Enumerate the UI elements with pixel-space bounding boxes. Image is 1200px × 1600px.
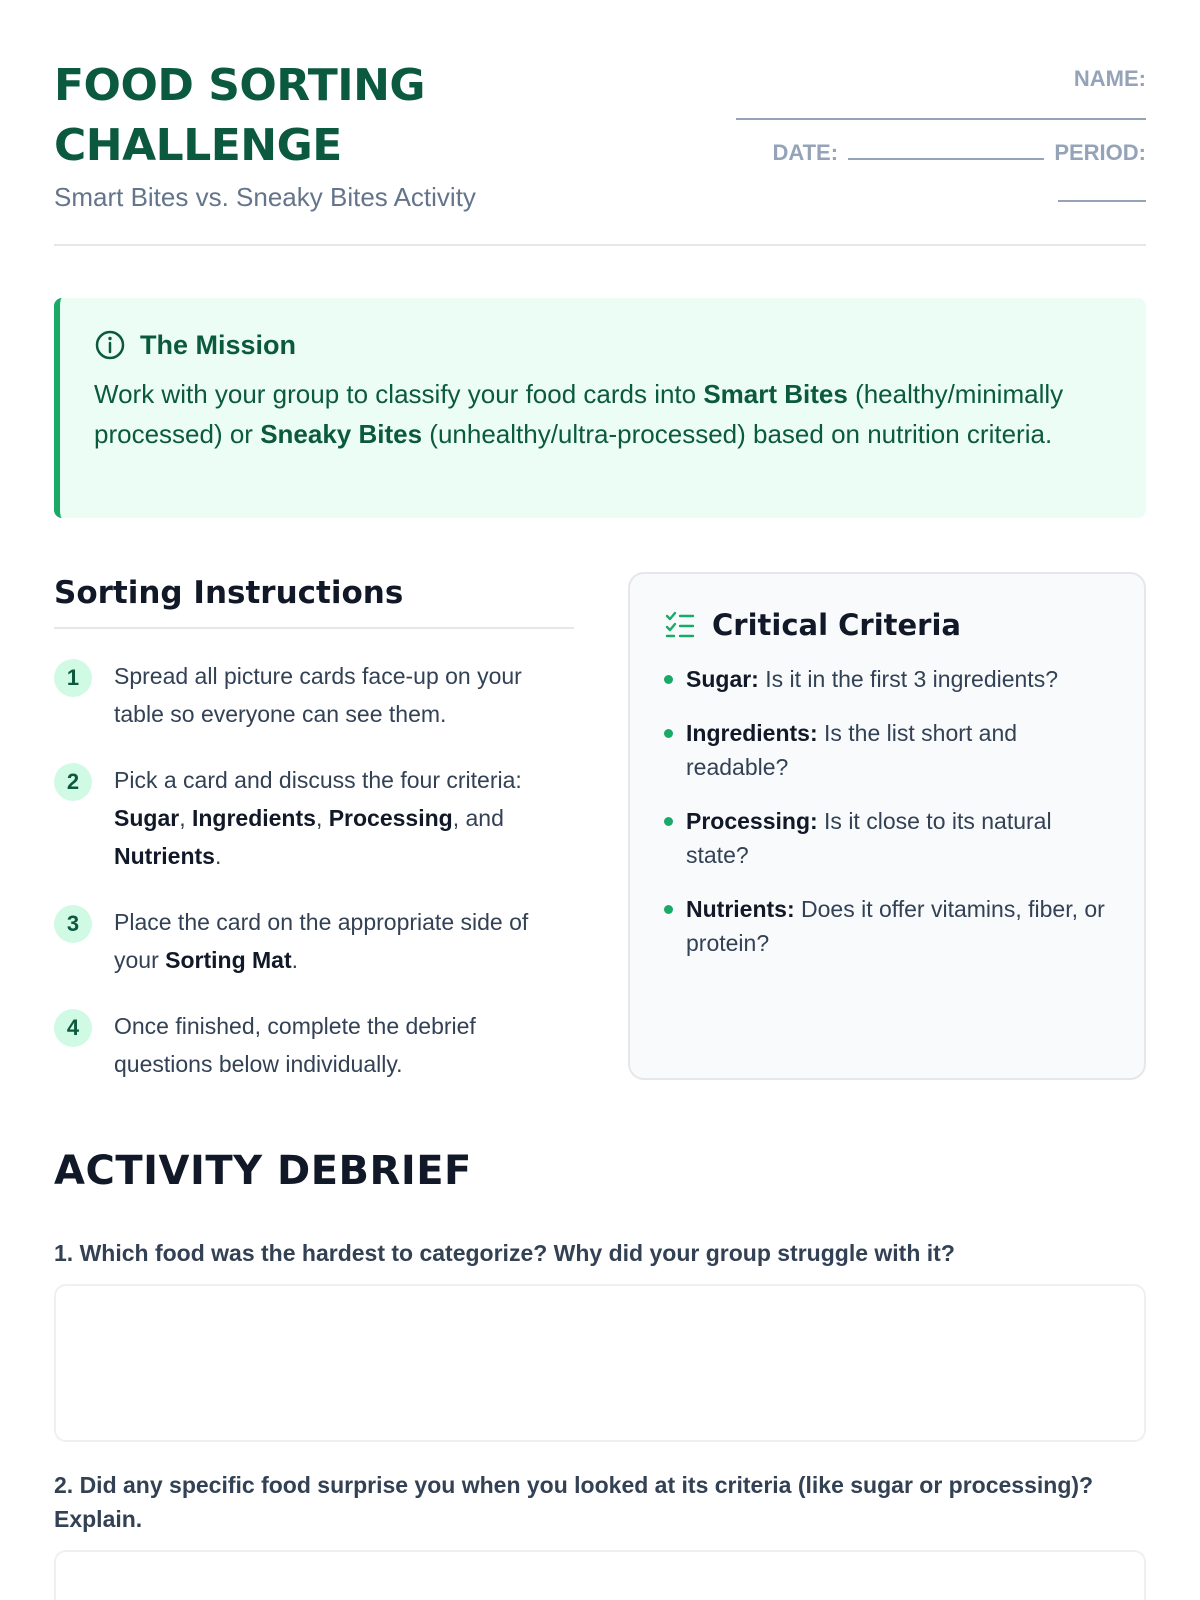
- step-text-part: Place the card on the appropriate side of your: [114, 909, 529, 973]
- mission-text: [94, 374, 1112, 454]
- criteria-title: Critical Criteria: [712, 608, 961, 642]
- mission-callout: [54, 298, 1146, 518]
- info-icon: [94, 329, 126, 361]
- period-field[interactable]: [1058, 192, 1146, 202]
- step-number-badge: 1: [54, 659, 92, 697]
- step-number-badge: 2: [54, 763, 92, 801]
- smart-bites-term: Smart Bites: [703, 379, 848, 409]
- activity-debrief: [54, 1148, 1146, 1600]
- worksheet-header: [54, 56, 1146, 246]
- name-label: NAME:: [1073, 66, 1146, 91]
- mission-heading: The Mission: [140, 329, 297, 360]
- mission-text-part: Work with your group to classify your food cards into: [94, 379, 704, 409]
- sorting-instructions: [54, 575, 574, 1083]
- page-subtitle: Smart Bites vs. Sneaky Bites Activity: [54, 182, 476, 212]
- mission-text-part: (healthy/minimally processed) or: [94, 379, 1064, 449]
- step-text-part: , and: [452, 805, 504, 831]
- instructions-title: Sorting Instructions: [54, 575, 574, 629]
- criteria-item: [664, 662, 1110, 696]
- date-label: DATE:: [772, 140, 839, 165]
- sorting-mat-term: Sorting Mat: [165, 947, 292, 973]
- criteria-text: Is it close to its natural state?: [686, 808, 1052, 868]
- criteria-label: Nutrients:: [686, 896, 795, 922]
- step-text-part: ,: [179, 805, 192, 831]
- criteria-label: Processing:: [686, 808, 818, 834]
- checklist-icon: [664, 610, 696, 640]
- step-text: Once finished, complete the debrief questions below individually.: [114, 1013, 476, 1077]
- instruction-step: [54, 1007, 574, 1083]
- criteria-label: Ingredients:: [686, 720, 818, 746]
- answer-box-1[interactable]: [54, 1284, 1146, 1442]
- criteria-item: [664, 716, 1110, 784]
- mission-text-part: (unhealthy/ultra-processed) based on nutrition criteria.: [422, 419, 1053, 449]
- instruction-step: [54, 903, 574, 979]
- step-text-part: .: [291, 947, 299, 973]
- step-text-part: Pick a card and discuss the four criteria:: [114, 767, 522, 793]
- answer-box-2[interactable]: [54, 1550, 1146, 1600]
- step-number-badge: 4: [54, 1009, 92, 1047]
- step-text: [114, 903, 574, 979]
- step-text-part: .: [214, 843, 222, 869]
- debrief-title: ACTIVITY DEBRIEF: [54, 1148, 472, 1194]
- period-label: PERIOD:: [1054, 140, 1146, 165]
- title-line-2: CHALLENGE: [54, 120, 342, 171]
- criterion-term: Ingredients: [191, 805, 316, 831]
- debrief-question-2: 2. Did any specific food surprise you when you looked at its criteria (like sugar or processing)? Explain.: [54, 1472, 1094, 1532]
- criteria-item: [664, 804, 1110, 872]
- student-info-fields: [736, 66, 1146, 208]
- step-text: Spread all picture cards face-up on your table so everyone can see them.: [114, 663, 522, 727]
- name-field[interactable]: [736, 118, 1146, 120]
- critical-criteria-card: [628, 572, 1146, 1080]
- criteria-text: Is the list short and readable?: [686, 720, 1018, 780]
- instruction-step: [54, 761, 574, 875]
- debrief-question-1: 1. Which food was the hardest to categorize? Why did your group struggle with it?: [54, 1240, 955, 1266]
- criterion-term: Sugar: [114, 805, 180, 831]
- criteria-label: Sugar:: [686, 666, 759, 692]
- step-number-badge: 3: [54, 905, 92, 943]
- title-line-1: FOOD SORTING: [54, 60, 426, 111]
- criteria-text: Is it in the first 3 ingredients?: [758, 666, 1058, 692]
- criteria-text: Does it offer vitamins, fiber, or protein?: [686, 896, 1105, 956]
- instruction-step: [54, 657, 574, 733]
- step-text-part: ,: [315, 805, 329, 831]
- criteria-list: [664, 662, 1110, 960]
- criterion-term: Processing: [328, 805, 453, 831]
- criteria-item: [664, 892, 1110, 960]
- criterion-term: Nutrients: [114, 843, 215, 869]
- step-text: [114, 761, 574, 875]
- sneaky-bites-term: Sneaky Bites: [260, 419, 423, 449]
- date-field[interactable]: [848, 138, 1044, 160]
